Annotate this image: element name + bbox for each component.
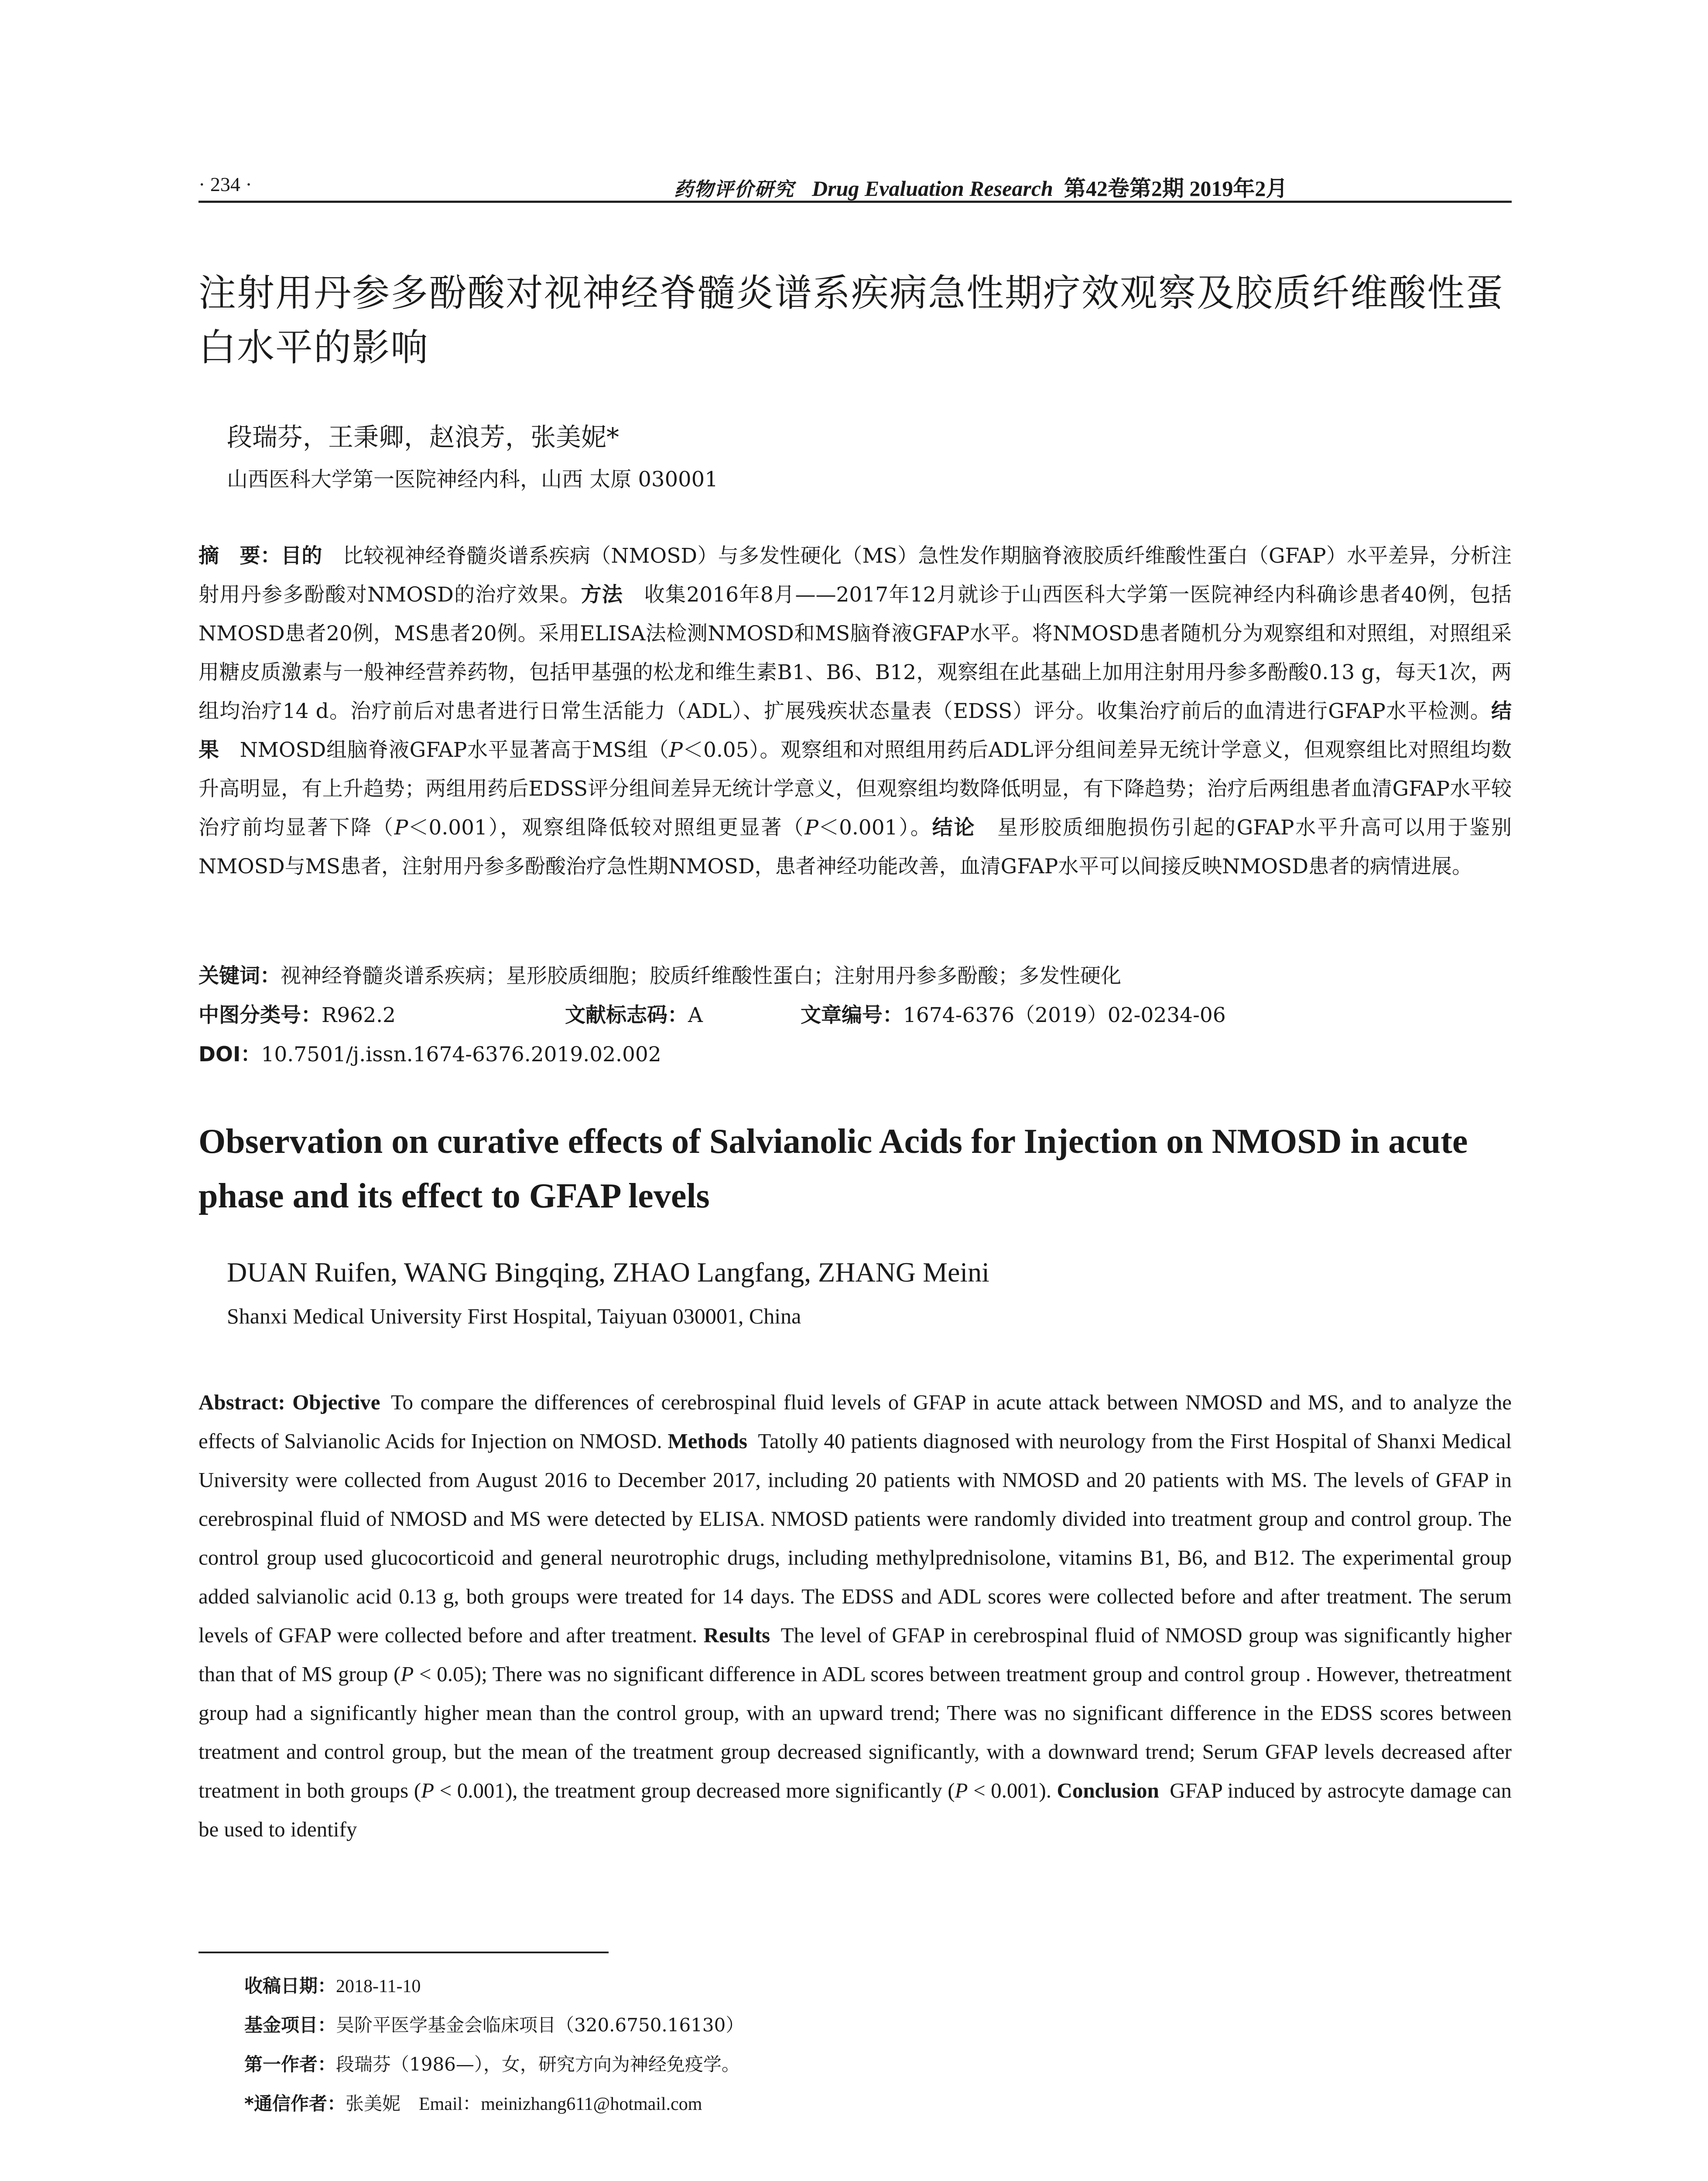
article-no-label: 文章编号： <box>801 1003 903 1027</box>
journal-line <box>674 171 1287 202</box>
affiliation-cn: 山西医科大学第一医院神经内科，山西 太原 030001 <box>227 467 718 492</box>
p-symbol: P <box>804 816 818 840</box>
received-label: 收稿日期： <box>244 1975 336 1996</box>
keywords-cn <box>199 960 1512 989</box>
results-cn-1: NMOSD组脑脊液GFAP水平显著高于MS组（ <box>240 738 669 762</box>
keywords-label: 关键词： <box>199 964 281 988</box>
abstract-cn <box>199 537 1512 886</box>
journal-name-en: Drug Evaluation Research <box>812 176 1053 201</box>
results-en-3: < 0.001), the treatment group decreased more significantly ( <box>434 1778 955 1802</box>
doc-code-label: 文献标志码： <box>565 1003 688 1027</box>
methods-label-cn: 方法 <box>581 583 623 607</box>
p-symbol: P <box>394 816 408 840</box>
conclusion-label-cn: 结论 <box>932 816 976 840</box>
results-en-2: < 0.05); There was no significant difference in ADL scores between treatment group and control group . However, thetreatment group had a significantly higher mean than the control group, with an upward trend; There was no significant difference in the EDSS scores between treatment and control group, but the mean of the treatment group decreased significantly, with a downward trend; Serum GFAP levels decreased after treatment in both groups ( <box>199 1662 1512 1802</box>
objective-cn: 比较视神经脊髓炎谱系疾病（NMOSD）与多发性硬化（MS）急性发作期脑脊液胶质纤维酸性蛋白（GFAP）水平差异，分析注射用丹参多酚酸对NMOSD的治疗效果。 <box>199 544 1512 607</box>
abstract-en <box>199 1383 1512 1849</box>
conclusion-en: GFAP induced by astrocyte damage can be used to identify <box>199 1778 1512 1841</box>
results-cn-2: ＜0.05）。观察组和对照组用药后ADL评分组间差异无统计学意义，但观察组比对照组均数升高明显，有上升趋势；两组用药后EDSS评分组间差异无统计学意义，但观察组均数降低明显，有下降趋势；治疗后两组患者血清GFAP水平较治疗前均显著下降（ <box>199 738 1512 840</box>
conclusion-label-en: Conclusion <box>1057 1778 1159 1802</box>
conclusion-cn: 星形胶质细胞损伤引起的GFAP水平升高可以用于鉴别NMOSD与MS患者，注射用丹参多酚酸治疗急性期NMOSD，患者神经功能改善，血清GFAP水平可以间接反映NMOSD患者的病情进展。 <box>199 816 1512 879</box>
methods-cn: 收集2016年8月——2017年12月就诊于山西医科大学第一医院神经内科确诊患者40例，包括NMOSD患者20例，MS患者20例。采用ELISA法检测NMOSD和MS脑脊液GFAP水平。将NMOSD患者随机分为观察组和对照组，对照组采用糖皮质激素与一般神经营养药物，包括甲基强的松龙和维生素B1、B6、B12，观察组在此基础上加用注射用丹参多酚酸0.13 g，每天1次，两组均治疗14 d。治疗前后对患者进行日常生活能力（ADL）、扩展残疾状态量表（EDSS）评分。收集治疗前后的血清进行GFAP水平检测。 <box>199 583 1512 723</box>
authors-cn: 段瑞芬，王秉卿，赵浪芳，张美妮* <box>227 422 620 452</box>
results-en-1: The level of GFAP in cerebrospinal fluid of NMOSD group was significantly higher than that of MS group ( <box>199 1623 1512 1686</box>
results-cn-4: ＜0.001）。 <box>818 816 932 840</box>
journal-logo: 药物评价研究 <box>674 179 794 200</box>
fund-value: 吴阶平医学基金会临床项目（320.6750.16130） <box>336 2014 744 2036</box>
results-label-en: Results <box>703 1623 770 1647</box>
doi-value: 10.7501/j.issn.1674-6376.2019.02.002 <box>261 1043 661 1067</box>
corresponding-label: *通信作者： <box>244 2093 346 2114</box>
p-symbol: P <box>421 1778 435 1802</box>
authors-en: DUAN Ruifen, WANG Bingqing, ZHAO Langfang, ZHANG Meini <box>227 1257 989 1288</box>
affiliation-en: Shanxi Medical University First Hospital, Taiyuan 030001, China <box>227 1304 801 1328</box>
abstract-en-label: Abstract: <box>199 1390 285 1414</box>
doi-label: DOI： <box>199 1043 261 1067</box>
p-symbol: P <box>955 1778 968 1802</box>
results-label-cn: 结果 <box>199 699 1512 762</box>
journal-issue: 第42卷第2期 2019年2月 <box>1064 176 1288 201</box>
first-author-label: 第一作者： <box>244 2054 336 2075</box>
email-value[interactable]: meinizhang611@hotmail.com <box>481 2094 702 2114</box>
footnote-rule <box>199 1952 609 1953</box>
footnote-corresponding <box>244 2089 702 2116</box>
results-cn-3: ＜0.001），观察组降低较对照组更显著（ <box>408 816 805 840</box>
article-no-value: 1674-6376（2019）02-0234-06 <box>903 1003 1226 1027</box>
footnote-fund <box>244 2011 744 2037</box>
classification-line <box>199 999 1512 1028</box>
objective-label-cn: 目的 <box>281 544 322 568</box>
keywords-value: 视神经脊髓炎谱系疾病；星形胶质细胞；胶质纤维酸性蛋白；注射用丹参多酚酸；多发性硬化 <box>281 964 1121 988</box>
doc-code-value: A <box>688 1003 703 1027</box>
methods-en: Tatolly 40 patients diagnosed with neurology from the First Hospital of Shanxi Medical University were collected from August 2016 to December 2017, including 20 patients with NMOSD and 20 patients with MS. The levels of GFAP in cerebrospinal fluid of NMOSD and MS were detected by ELISA. NMOSD patients were randomly divided into treatment group and control group. The control group used glucocorticoid and general neurotrophic drugs, including methylprednisolone, vitamins B1, B6, and B12. The experimental group added salvianolic acid 0.13 g, both groups were treated for 14 days. The EDSS and ADL scores were collected before and after treatment. The serum levels of GFAP were collected before and after treatment. <box>199 1429 1512 1647</box>
page-number: · 234 · <box>199 173 252 195</box>
abstract-cn-label: 摘 要： <box>199 544 281 568</box>
running-header <box>199 168 1512 203</box>
clc-value: R962.2 <box>322 1003 396 1027</box>
corresponding-name: 张美妮 <box>345 2093 400 2114</box>
email-label: Email： <box>418 2094 481 2114</box>
fund-label: 基金项目： <box>244 2014 336 2036</box>
footnote-first-author <box>244 2050 740 2076</box>
title-cn: 注射用丹参多酚酸对视神经脊髓炎谱系疾病急性期疗效观察及胶质纤维酸性蛋白水平的影响 <box>199 271 1504 369</box>
results-en-4: < 0.001). <box>968 1778 1051 1802</box>
header-rule <box>199 201 1512 203</box>
objective-label-en: Objective <box>292 1390 380 1414</box>
title-en: Observation on curative effects of Salvianolic Acids for Injection on NMOSD in acute phase and its effect to GFAP levels <box>199 1122 1468 1215</box>
doi-line <box>199 1038 1512 1067</box>
clc-label: 中图分类号： <box>199 1003 322 1027</box>
first-author-value: 段瑞芬（1986—），女，研究方向为神经免疫学。 <box>336 2054 740 2075</box>
methods-label-en: Methods <box>667 1429 747 1453</box>
objective-en: To compare the differences of cerebrospinal fluid levels of GFAP in acute attack between NMOSD and MS, and to analyze the effects of Salvianolic Acids for Injection on NMOSD. <box>199 1390 1512 1453</box>
p-symbol: P <box>669 738 683 762</box>
p-symbol: P <box>400 1662 414 1686</box>
footnote-received <box>244 1972 421 1998</box>
received-value: 2018-11-10 <box>336 1976 421 1996</box>
